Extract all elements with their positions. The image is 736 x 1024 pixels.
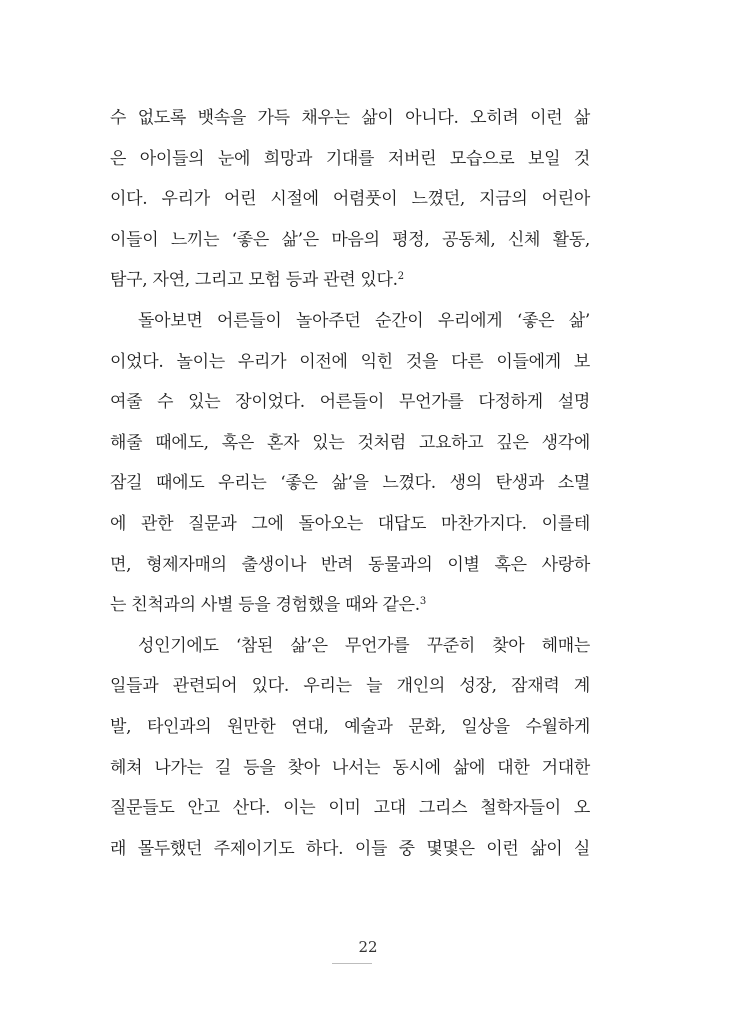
footnote-marker: 3	[419, 596, 426, 608]
text-line: 여줄 수 있는 장이었다. 어른들이 무언가를 다정하게 설명	[110, 392, 590, 413]
text-line: 일들과 관련되어 있다. 우리는 늘 개인의 성장, 잠재력 계	[110, 676, 590, 697]
text-line-content: 는 친척과의 사별 등을 경험했을 때와 같은.	[110, 595, 420, 616]
text-line: 에 관한 질문과 그에 돌아오는 대답도 마찬가지다. 이를테	[110, 513, 590, 534]
text-line: 헤쳐 나가는 길 등을 찾아 나서는 동시에 삶에 대한 거대한	[110, 757, 590, 778]
text-line: 해줄 때에도, 혹은 혼자 있는 것처럼 고요하고 깊은 생각에	[110, 432, 590, 453]
text-line-paragraph-start: 돌아보면 어른들이 놀아주던 순간이 우리에게 ‘좋은 삶’	[138, 310, 590, 331]
page-number-rule	[332, 963, 372, 964]
text-line-paragraph-end	[110, 260, 590, 301]
text-line-paragraph-start: 성인기에도 ‘참된 삶’은 무언가를 꾸준히 찾아 헤매는	[138, 635, 590, 656]
text-line: 발, 타인과의 원만한 연대, 예술과 문화, 일상을 수월하게	[110, 716, 590, 737]
text-line: 면, 형제자매의 출생이나 반려 동물과의 이별 혹은 사랑하	[110, 554, 590, 575]
text-line: 은 아이들의 눈에 희망과 기대를 저버린 모습으로 보일 것	[110, 148, 590, 169]
footnote-marker: 2	[397, 271, 404, 283]
text-line: 이다. 우리가 어린 시절에 어렴풋이 느꼈던, 지금의 어린아	[110, 189, 590, 210]
body-text	[110, 98, 590, 869]
text-line: 수 없도록 뱃속을 가득 채우는 삶이 아니다. 오히려 이런 삶	[110, 108, 590, 128]
text-line: 래 몰두했던 주제이기도 하다. 이들 중 몇몇은 이런 삶이 실	[110, 838, 590, 859]
text-line-content: 탐구, 자연, 그리고 모험 등과 관련 있다.	[110, 270, 398, 291]
text-line: 이었다. 놀이는 우리가 이전에 익힌 것을 다른 이들에게 보	[110, 351, 590, 372]
text-line: 질문들도 안고 산다. 이는 이미 고대 그리스 철학자들이 오	[110, 798, 590, 819]
page-number: 22	[358, 938, 378, 956]
text-line: 이들이 느끼는 ‘좋은 삶’은 마음의 평정, 공동체, 신체 활동,	[110, 229, 590, 250]
text-line-paragraph-end	[110, 585, 590, 626]
text-line: 잠길 때에도 우리는 ‘좋은 삶’을 느꼈다. 생의 탄생과 소멸	[110, 473, 590, 494]
